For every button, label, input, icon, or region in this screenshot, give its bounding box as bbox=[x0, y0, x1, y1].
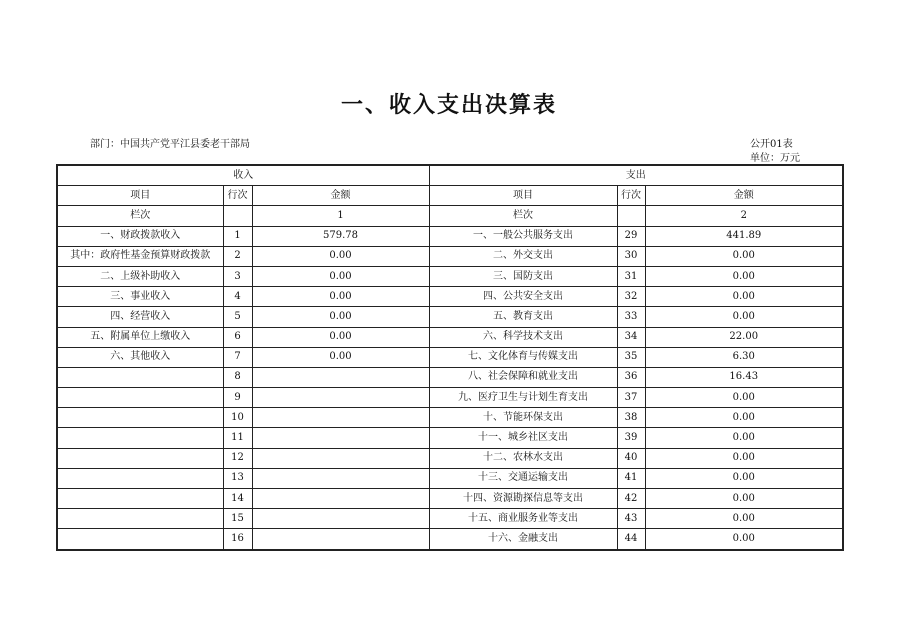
department-label: 部门：中国共产党平江县委老干部局 bbox=[90, 139, 250, 150]
expense-amount-cell: 0.00 bbox=[645, 448, 843, 468]
expense-item-cell: 十三、交通运输支出 bbox=[429, 468, 617, 488]
income-line-cell: 6 bbox=[223, 327, 252, 347]
income-line-header: 行次 bbox=[223, 186, 252, 206]
income-column-label: 栏次 bbox=[57, 206, 223, 226]
income-item-cell bbox=[57, 428, 223, 448]
table-row bbox=[57, 509, 843, 529]
table-row bbox=[57, 347, 843, 367]
expense-amount-cell: 0.00 bbox=[645, 388, 843, 408]
income-item-cell bbox=[57, 489, 223, 509]
expense-line-cell: 30 bbox=[617, 246, 645, 266]
expense-item-cell: 九、医疗卫生与计划生育支出 bbox=[429, 388, 617, 408]
income-item-cell: 一、财政拨款收入 bbox=[57, 226, 223, 246]
income-item-cell bbox=[57, 509, 223, 529]
income-amount-cell: 0.00 bbox=[252, 327, 429, 347]
income-line-cell: 10 bbox=[223, 408, 252, 428]
expense-item-cell: 四、公共安全支出 bbox=[429, 287, 617, 307]
expense-line-cell: 38 bbox=[617, 408, 645, 428]
income-amount-cell bbox=[252, 448, 429, 468]
income-amount-cell bbox=[252, 529, 429, 550]
expense-line-cell: 42 bbox=[617, 489, 645, 509]
table-row bbox=[57, 287, 843, 307]
income-line-cell: 5 bbox=[223, 307, 252, 327]
table-row bbox=[57, 327, 843, 347]
income-item-cell bbox=[57, 367, 223, 387]
income-amount-cell: 0.00 bbox=[252, 287, 429, 307]
income-amount-cell bbox=[252, 509, 429, 529]
income-line-cell: 9 bbox=[223, 388, 252, 408]
column-header-row bbox=[57, 186, 843, 206]
income-line-cell: 2 bbox=[223, 246, 252, 266]
table-row bbox=[57, 266, 843, 286]
income-item-cell bbox=[57, 448, 223, 468]
expense-line-cell: 43 bbox=[617, 509, 645, 529]
expense-amount-cell: 0.00 bbox=[645, 266, 843, 286]
expense-column-number: 2 bbox=[645, 206, 843, 226]
income-line-cell: 1 bbox=[223, 226, 252, 246]
income-line-cell: 8 bbox=[223, 367, 252, 387]
expense-line-cell: 40 bbox=[617, 448, 645, 468]
expense-item-cell: 十、节能环保支出 bbox=[429, 408, 617, 428]
expense-amount-cell: 0.00 bbox=[645, 489, 843, 509]
form-number: 公开01表 bbox=[750, 139, 793, 150]
column-number-row bbox=[57, 206, 843, 226]
expense-amount-cell: 6.30 bbox=[645, 347, 843, 367]
expense-amount-cell: 22.00 bbox=[645, 327, 843, 347]
expense-line-cell: 29 bbox=[617, 226, 645, 246]
income-item-cell bbox=[57, 468, 223, 488]
income-expense-table bbox=[56, 164, 844, 551]
expense-line-cell: 31 bbox=[617, 266, 645, 286]
table-row bbox=[57, 226, 843, 246]
income-line-cell: 7 bbox=[223, 347, 252, 367]
expense-amount-cell: 0.00 bbox=[645, 307, 843, 327]
income-item-cell: 六、其他收入 bbox=[57, 347, 223, 367]
income-line-cell: 14 bbox=[223, 489, 252, 509]
expense-line-cell: 44 bbox=[617, 529, 645, 550]
section-header-row bbox=[57, 165, 843, 186]
expense-column-label: 栏次 bbox=[429, 206, 617, 226]
income-item-cell: 五、附属单位上缴收入 bbox=[57, 327, 223, 347]
income-amount-cell: 0.00 bbox=[252, 347, 429, 367]
income-line-cell: 4 bbox=[223, 287, 252, 307]
table-row bbox=[57, 307, 843, 327]
income-item-header: 项目 bbox=[57, 186, 223, 206]
expense-line-cell: 41 bbox=[617, 468, 645, 488]
unit-label: 单位：万元 bbox=[750, 153, 800, 164]
income-amount-cell: 0.00 bbox=[252, 307, 429, 327]
income-line-cell: 3 bbox=[223, 266, 252, 286]
table-row bbox=[57, 428, 843, 448]
expense-amount-cell: 0.00 bbox=[645, 408, 843, 428]
expense-item-cell: 六、科学技术支出 bbox=[429, 327, 617, 347]
expense-line-cell: 32 bbox=[617, 287, 645, 307]
expense-amount-cell: 0.00 bbox=[645, 468, 843, 488]
table-row bbox=[57, 448, 843, 468]
income-amount-cell: 579.78 bbox=[252, 226, 429, 246]
expense-item-cell: 二、外交支出 bbox=[429, 246, 617, 266]
expense-item-cell: 五、教育支出 bbox=[429, 307, 617, 327]
expense-item-header: 项目 bbox=[429, 186, 617, 206]
expense-line-cell: 34 bbox=[617, 327, 645, 347]
expense-item-cell: 十五、商业服务业等支出 bbox=[429, 509, 617, 529]
income-line-cell: 13 bbox=[223, 468, 252, 488]
page-title: 一、收入支出决算表 bbox=[340, 93, 557, 118]
expense-item-cell: 一、一般公共服务支出 bbox=[429, 226, 617, 246]
income-amount-cell bbox=[252, 388, 429, 408]
expense-line-cell: 33 bbox=[617, 307, 645, 327]
expense-item-cell: 七、文化体育与传媒支出 bbox=[429, 347, 617, 367]
income-line-cell: 11 bbox=[223, 428, 252, 448]
expense-line-cell: 39 bbox=[617, 428, 645, 448]
income-item-cell bbox=[57, 529, 223, 550]
table-row bbox=[57, 246, 843, 266]
income-amount-header: 金额 bbox=[252, 186, 429, 206]
table-row bbox=[57, 489, 843, 509]
income-amount-cell: 0.00 bbox=[252, 246, 429, 266]
expense-item-cell: 十四、资源勘探信息等支出 bbox=[429, 489, 617, 509]
expense-amount-cell: 0.00 bbox=[645, 529, 843, 550]
income-line-cell: 15 bbox=[223, 509, 252, 529]
expense-item-cell: 三、国防支出 bbox=[429, 266, 617, 286]
income-item-cell bbox=[57, 388, 223, 408]
expense-amount-cell: 0.00 bbox=[645, 509, 843, 529]
income-section-header: 收入 bbox=[57, 165, 429, 186]
income-amount-cell bbox=[252, 367, 429, 387]
income-line-cell: 12 bbox=[223, 448, 252, 468]
table-row bbox=[57, 408, 843, 428]
income-amount-cell bbox=[252, 428, 429, 448]
expense-line-cell: 35 bbox=[617, 347, 645, 367]
income-item-cell bbox=[57, 408, 223, 428]
income-item-cell: 三、事业收入 bbox=[57, 287, 223, 307]
expense-amount-cell: 16.43 bbox=[645, 367, 843, 387]
expense-amount-cell: 0.00 bbox=[645, 246, 843, 266]
income-amount-cell bbox=[252, 489, 429, 509]
expense-item-cell: 十一、城乡社区支出 bbox=[429, 428, 617, 448]
expense-line-header: 行次 bbox=[617, 186, 645, 206]
expense-amount-header: 金额 bbox=[645, 186, 843, 206]
income-amount-cell bbox=[252, 408, 429, 428]
expense-line-empty bbox=[617, 206, 645, 226]
income-amount-cell bbox=[252, 468, 429, 488]
expense-amount-cell: 441.89 bbox=[645, 226, 843, 246]
income-line-empty bbox=[223, 206, 252, 226]
income-item-cell: 二、上级补助收入 bbox=[57, 266, 223, 286]
expense-amount-cell: 0.00 bbox=[645, 287, 843, 307]
table-row bbox=[57, 468, 843, 488]
table-row bbox=[57, 367, 843, 387]
income-line-cell: 16 bbox=[223, 529, 252, 550]
expense-line-cell: 36 bbox=[617, 367, 645, 387]
income-item-cell: 其中：政府性基金预算财政拨款 bbox=[57, 246, 223, 266]
income-item-cell: 四、经营收入 bbox=[57, 307, 223, 327]
expense-item-cell: 十二、农林水支出 bbox=[429, 448, 617, 468]
expense-item-cell: 八、社会保障和就业支出 bbox=[429, 367, 617, 387]
expense-line-cell: 37 bbox=[617, 388, 645, 408]
income-amount-cell: 0.00 bbox=[252, 266, 429, 286]
expense-amount-cell: 0.00 bbox=[645, 428, 843, 448]
table-row bbox=[57, 388, 843, 408]
table-row bbox=[57, 529, 843, 550]
expense-item-cell: 十六、金融支出 bbox=[429, 529, 617, 550]
income-column-number: 1 bbox=[252, 206, 429, 226]
expense-section-header: 支出 bbox=[429, 165, 843, 186]
